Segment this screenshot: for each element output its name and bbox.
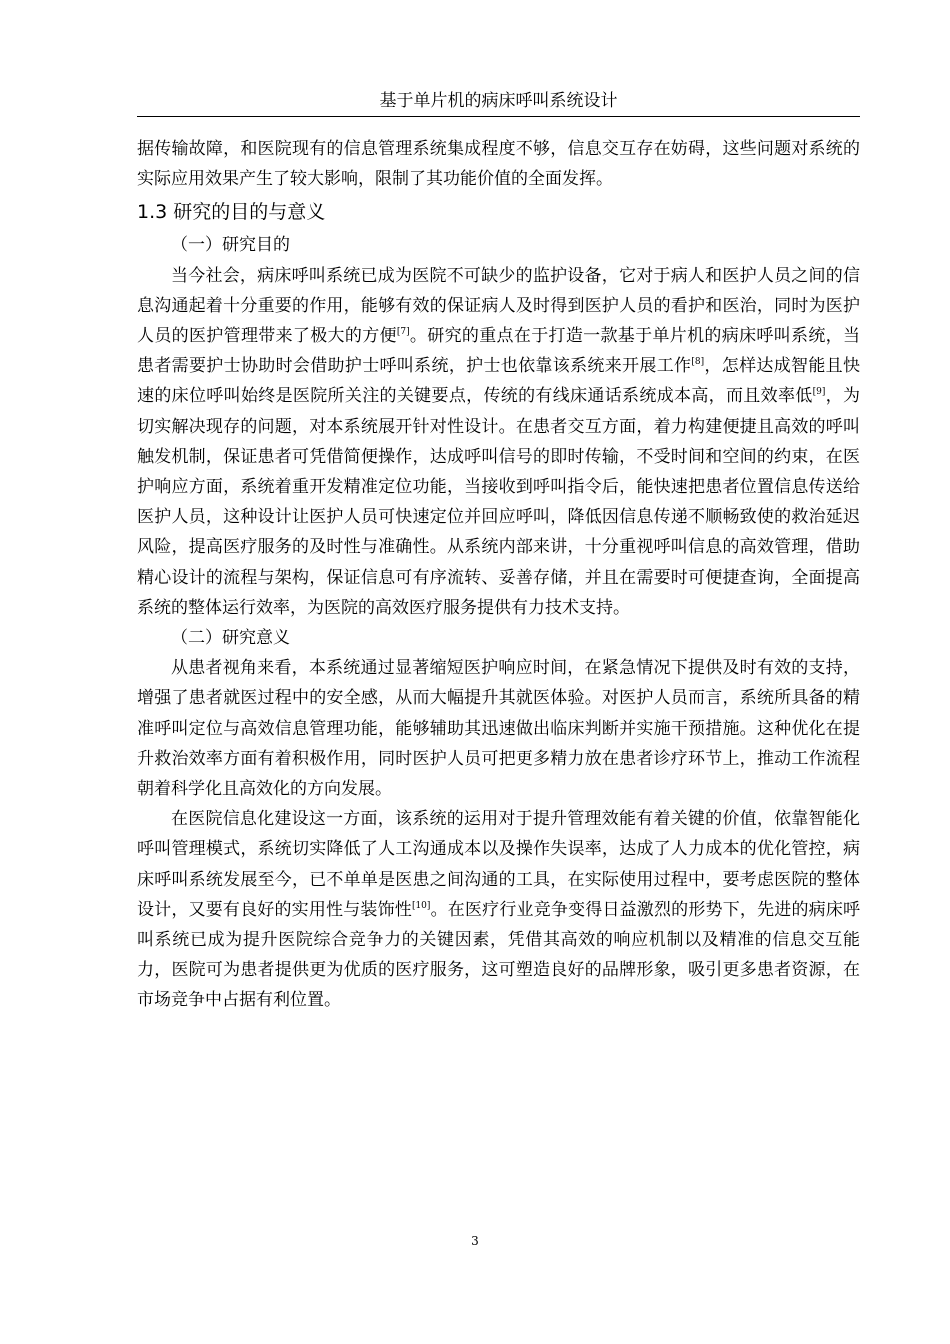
paragraph-continuation: 据传输故障，和医院现有的信息管理系统集成程度不够，信息交互存在妨碍，这些问题对系统的实际应用效果产生了较大影响，限制了其功能价值的全面发挥。 bbox=[137, 139, 860, 190]
citation-8: [8] bbox=[691, 357, 705, 368]
paragraph-text: 当今社会，病床呼叫系统已成为医院不可缺少的监护设备，它对于病人和医护人员之间的信息沟通起着十分重要的作用，能够有效的保证病人及时得到医护人员的看护和医治，同时为医护人员的医护管理带来了极大的方便 bbox=[137, 265, 860, 347]
paragraph-significance-hospital bbox=[137, 804, 860, 1015]
paragraph-text: 。研究的重点在于打造一款基于单片机的病床呼叫系统，当患者需要护士协助时会借助护士呼叫系统，护士也依靠该系统来开展工作 bbox=[137, 326, 861, 377]
paragraph-text: ，为切实解决现存的问题，对本系统展开针对性设计。在患者交互方面，着力构建便捷且高效的呼叫触发机制，保证患者可凭借简便操作，达成呼叫信号的即时传输，不受时间和空间的约束，在医护响应方面，系统着重开发精准定位功能，当接收到呼叫指令后，能快速把患者位置信息传送给医护人员，这种设计让医护人员可快速定位并回应呼叫，降低因信息传递不顺畅致使的救治延迟风险，提高医疗服务的及时性与准确性。从系统内部来讲，十分重视呼叫信息的高效管理，借助精心设计的流程与架构，保证信息可有序流转、妥善存储，并且在需要时可便捷查询，全面提高系统的整体运行效率，为医院的高效医疗服务提供有力技术支持。 bbox=[137, 386, 861, 618]
paragraph-purpose bbox=[137, 261, 860, 623]
body-text bbox=[137, 134, 860, 1016]
subheading-purpose: （一）研究目的 bbox=[171, 235, 290, 256]
header-divider bbox=[137, 116, 860, 117]
paragraph-text: 。在医疗行业竞争变得日益激烈的形势下，先进的病床呼叫系统已成为提升医院综合竞争力的关键因素，凭借其高效的响应机制以及精准的信息交互能力，医院可为患者提供更为优质的医疗服务，这可塑造良好的品牌形象，吸引更多患者资源，在市场竞争中占据有利位置。 bbox=[137, 899, 861, 1011]
section-heading: 1.3 研究的目的与意义 bbox=[137, 201, 326, 224]
page-number: 3 bbox=[471, 1234, 479, 1248]
paragraph-significance-patients: 从患者视角来看，本系统通过显著缩短医护响应时间，在紧急情况下提供及时有效的支持，增强了患者就医过程中的安全感，从而大幅提升其就医体验。对医护人员而言，系统所具备的精准呼叫定位与高效信息管理功能，能够辅助其迅速做出临床判断并实施干预措施。这种优化在提升救治效率方面有着积极作用，同时医护人员可把更多精力放在患者诊疗环节上，推动工作流程朝着科学化且高效化的方向发展。 bbox=[137, 658, 860, 800]
citation-7: [7] bbox=[396, 327, 410, 338]
citation-10: [10] bbox=[411, 900, 431, 911]
paragraph-text: ，怎样达成智能且快速的床位呼叫始终是医院所关注的关键要点，传统的有线床通话系统成本高，而且效率低 bbox=[137, 356, 861, 407]
running-header: 基于单片机的病床呼叫系统设计 bbox=[379, 91, 618, 111]
citation-9: [9] bbox=[812, 387, 826, 398]
subheading-significance: （二）研究意义 bbox=[171, 628, 290, 649]
paragraph-text: 在医院信息化建设这一方面，该系统的运用对于提升管理效能有着关键的价值，依靠智能化呼叫管理模式，系统切实降低了人工沟通成本以及操作失误率，达成了人力成本的优化管控，病床呼叫系统发展至今，已不单单是医患之间沟通的工具，在实际使用过程中，要考虑医院的整体设计，又要有良好的实用性与装饰性 bbox=[137, 809, 860, 920]
